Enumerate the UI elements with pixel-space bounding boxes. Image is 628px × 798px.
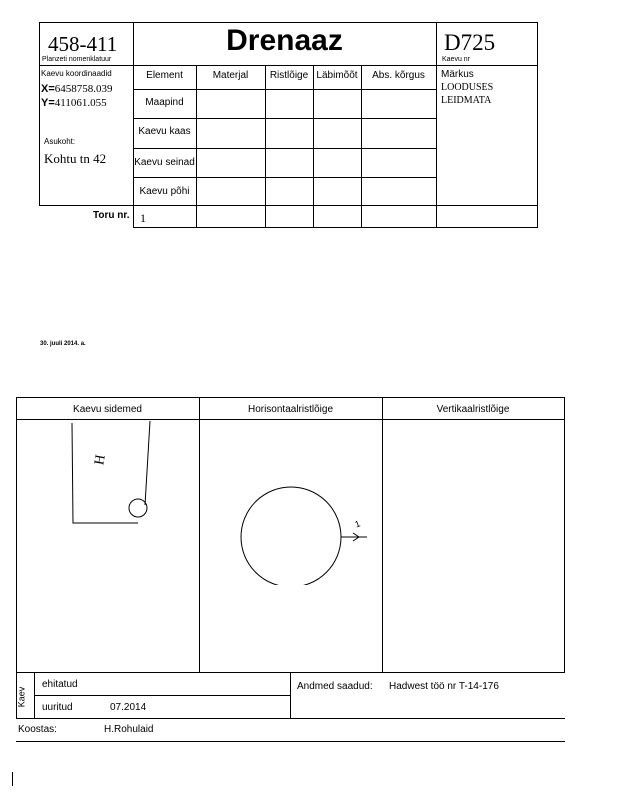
col-material: Materjal [212,70,249,81]
row-ground: Maapind [145,97,184,108]
renovated-date: 07.2014 [110,702,147,713]
built-label: ehitatud [42,679,78,690]
col-abs-height: Abs. kõrgus [372,70,425,81]
coord-x-value: 6458758.039 [54,83,113,95]
remarks-line-2: LEIDMATA [441,95,492,106]
col-cross-section: Ristlõige [269,70,309,81]
pipe-value: 1 [140,211,146,225]
coord-y [41,97,107,109]
col-diameter: Läbimõõt [316,70,358,81]
coord-y-value: 411061.055 [54,97,107,109]
coord-y-prefix: Y= [41,97,55,109]
coord-x [41,83,113,95]
connections-sketch [60,415,160,525]
sketch-h-letter: H [92,453,109,467]
document-date: 30. juuli 2014. a. [40,341,86,347]
remarks-label: Märkus [441,69,474,80]
nomenclature-label: Planzeti nomenklatuur [42,56,112,63]
data-source-label: Andmed saadud: [297,681,373,692]
nomenclature-number: 458-411 [48,32,118,56]
page-title: Drenaaz [226,24,343,57]
remarks-line-1: LOODUSES [441,82,494,93]
row-well-bottom: Kaevu põhi [139,186,190,197]
location-label: Asukoht: [44,137,76,146]
location-value: Kohtu tn 42 [44,151,107,166]
section-vertical: Vertikaalristlõige [436,404,510,415]
row-well-lid: Kaevu kaas [138,126,191,137]
scan-mark [12,772,13,786]
well-number: D725 [444,30,496,55]
pipe-label: Toru nr. [93,210,130,221]
section-horizontal: Horisontaalristlõige [247,404,334,415]
renovated-label: uuritud [42,702,73,713]
side-label: Kaev [16,686,27,708]
compiled-value: H.Rohulaid [104,724,154,735]
row-well-walls: Kaevu seinad [134,157,195,168]
section-connections: Kaevu sidemed [73,404,142,415]
pipe-mark-label: 1 [353,518,362,530]
horizontal-section-drawing [235,485,375,585]
data-source-value: Hadwest töö nr T-14-176 [389,681,499,692]
compiled-label: Koostas: [18,724,57,735]
coord-x-prefix: X= [41,83,55,95]
col-element: Element [146,70,183,81]
coords-label: Kaevu koordinaadid [41,69,112,78]
well-number-label: Kaevu nr [442,56,471,63]
